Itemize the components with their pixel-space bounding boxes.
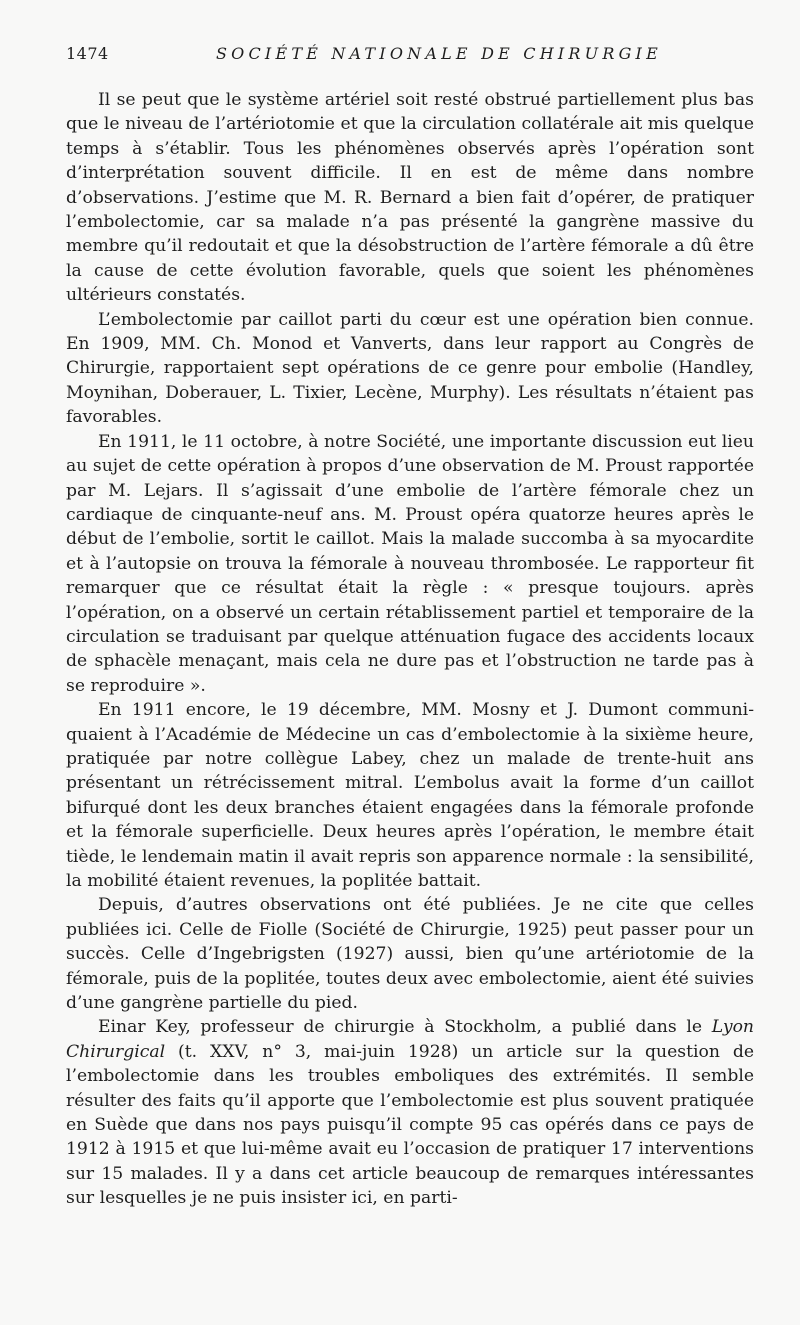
paragraph-4: En 1911 encore, le 19 décembre, MM. Mosny et J. Dumont communiquaient à l’Académie de Médecine un cas d’embolectomie à la sixième heure, pratiquée par notre collègue Labey, chez un malade de trente-huit ans présentant un rétrécissement mitral. L’embolus avait la forme d’un caillot bifurqué dont les deux branches étaient engagées dans la fémorale profonde et la fémorale superficielle. Deux heures après l’opération, le membre était tiède, le lendemain matin il avait repris son apparence normale : la sensibilité, la mobilité étaient revenues, la poplitée battait. — [66, 700, 754, 891]
paragraph-1: Il se peut que le système artériel soit resté obstrué partiellement plus bas que le niveau de l’artériotomie et que la circulation collatérale ait mis quelque temps à s’établir. Tous les phénomènes observés après l’opération sont d’interprétation souvent difficile. Il en est de même dans nombre d’observations. J’estime que M. R. Bernard a bien fait d’opérer, de pratiquer l’embolectomie, car sa malade n’a pas présenté la gangrène massive du membre qu’il redoutait et que la désobstruction de l’artère fémorale a dû être la cause de cette évolution favorable, quels que soient les phénomènes ultérieurs constatés. — [66, 90, 754, 306]
journal-reference-italic: Lyon Chirurgical — [66, 1017, 754, 1062]
journal-title: SOCIÉTÉ NATIONALE DE CHIRURGIE — [216, 44, 662, 63]
paragraph-3: En 1911, le 11 octobre, à notre Société, une importante discussion eut lieu au sujet de cette opération à propos d’une observation de M. Proust rapportée par M. Lejars. Il s’agissait d’une embolie de l’artère fémorale chez un cardiaque de cinquante-neuf ans. M. Proust opéra quatorze heures après le début de l’embolie, sortit le caillot. Mais la malade succomba à sa myocardite et à l’autopsie on trouva la fémorale à nouveau thrombosée. Le rapporteur fit remarquer que ce résultat était la règle : « presque toujours. après l’opération, on a observé un certain rétablissement partiel et temporaire de la circulation se traduisant par quelque atténuation fugace des accidents locaux de sphacèle menaçant, mais cela ne dure pas et l’obstruction ne tarde pas à se reproduire ». — [66, 431, 754, 696]
page-number: 1474 — [66, 44, 109, 63]
body-text — [66, 88, 754, 1211]
paragraph-2: L’embolectomie par caillot parti du cœur est une opération bien connue. En 1909, MM. Ch. Monod et Vanverts, dans leur rapport au Congrès de Chirurgie, rapportaient sept opérations de ce genre pour embolie (Handley, Moynihan, Doberauer, L. Tixier, Lecène, Murphy). Les résultats n’étaient pas favorables. — [66, 309, 754, 428]
running-header — [66, 44, 756, 64]
paragraph-6 — [66, 1015, 754, 1210]
paragraph-5: Depuis, d’autres observations ont été publiées. Je ne cite que celles publiées ici. Celle de Fiolle (Société de Chirurgie, 1925) peut passer pour un succès. Celle d’Ingebrigsten (1927) aussi, bien qu’une artériotomie de la fémorale, puis de la poplitée, toutes deux avec embolectomie, aient été suivies d’une gangrène partielle du pied. — [66, 895, 754, 1014]
paragraph-6-text-before: Einar Key, professeur de chirurgie à Stockholm, a publié dans le — [98, 1017, 712, 1038]
paragraph-6-text-after: (t. XXV, n° 3, mai-juin 1928) un article sur la question de l’embolectomie dans les troubles emboliques des extrémités. Il semble résulter des faits qu’il apporte que l’embolectomie est plus souvent pratiquée en Suède que dans nos pays puisqu’il compte 95 cas opérés dans ce pays de 1912 à 1915 et que lui-même avait eu l’occasion de pratiquer 17 interventions sur 15 malades. Il y a dans cet article beaucoup de remarques intéressantes sur lesquelles je ne puis insister ici, en parti- — [66, 1041, 754, 1209]
